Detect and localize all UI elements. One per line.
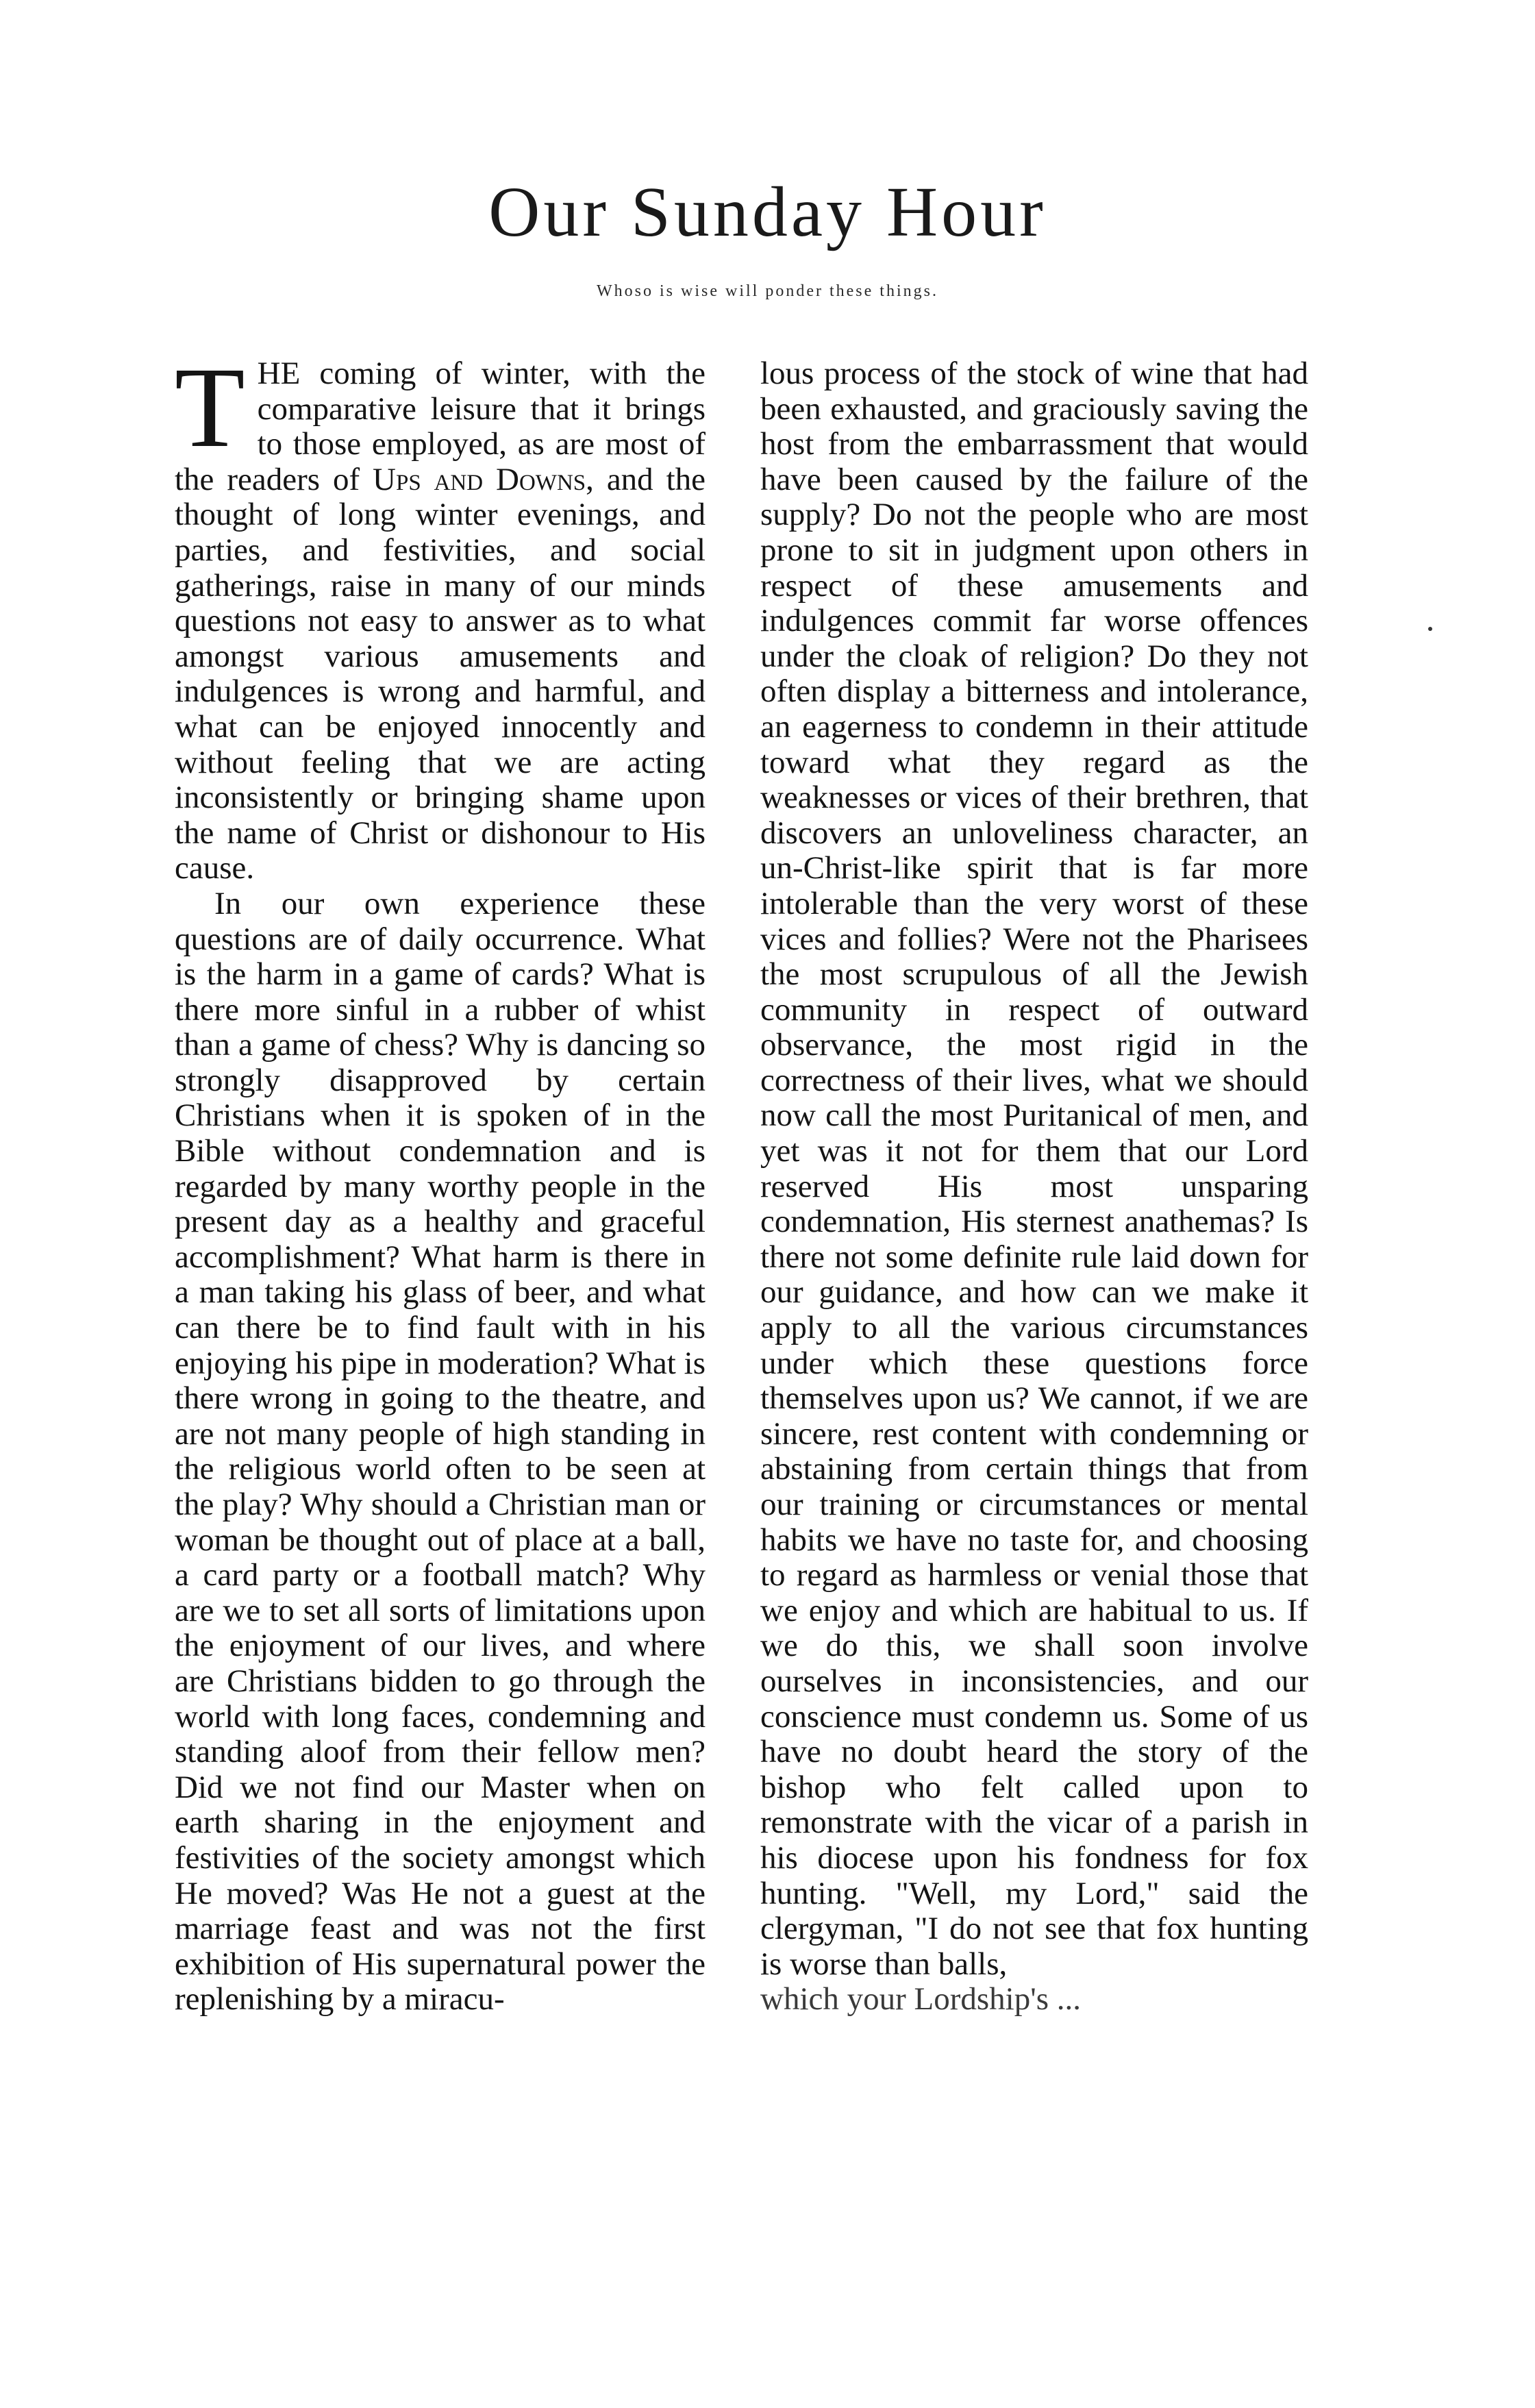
paragraph-tail: which your Lordship's ... <box>760 1981 1081 2018</box>
paragraph-2: In our own experience these questions are of daily occurrence. What is the harm in a game of cards? What is there more sinful in a rubber of whist than a game of chess? Why is dancing so strongly disapproved by certain Christians when it is spoken of in the Bible without condemnation and is regarded by many worthy people in the present day as a healthy and graceful accomplishment? What harm is there in a man taking his glass of beer, and what can there be to find fault with in his enjoying his pipe in moderation? What is there wrong in going to the theatre, and are not many people of high standing in the religious world often to be seen at the play? Why should a Christian man or woman be thought out of place at a ball, a card party or a football match? Why are we to set all sorts of limitations upon the enjoyment of our lives, and where are Christians bidden to go through the world with long faces, condemning and standing aloof from their fellow men? Did we not find our Master when on earth sharing in the enjoyment and festivities of the society amongst which He moved? Was He not a guest at the marriage feast and was not the first exhibition of His supernatural power the replenishing by a miracu- <box>175 885 706 2018</box>
left-column <box>175 356 706 2329</box>
paragraph-1-rest: , and the thought of long winter evenings, and parties, and festivities, and social gatherings, raise in many of our minds questions not easy to answer as to what amongst various amusements and indulgences is wrong and harmful, and what can be enjoyed innocently and without feeling that we are acting inconsistently or bringing shame upon the name of Christ or dishonour to His cause. <box>175 461 706 886</box>
page-title: Our Sunday Hour <box>488 173 1047 251</box>
drop-cap: T <box>175 356 245 471</box>
paragraph-1-lead: HE coming of winter, with the comparative leisure that it brings to those employed, as are most of the readers of <box>175 356 706 497</box>
magazine-name: Ups and Downs <box>373 461 586 497</box>
right-column <box>760 356 1308 2329</box>
paragraph-1 <box>175 356 706 886</box>
epigraph: Whoso is wise will ponder these things. <box>597 282 938 300</box>
margin-speck <box>1428 627 1432 631</box>
paragraph-continued: lous process of the stock of wine that had been exhausted, and graciously saving the host from the embarrassment that would have been caused by the failure of the supply? Do not the people who are most prone to sit in judgment upon others in respect of these amusements and indulgences commit far worse offences under the cloak of religion? Do they not often display a bitterness and intolerance, an eagerness to condemn in their attitude toward what they regard as the weaknesses or vices of their brethren, that discovers an unloveliness character, an un-Christ-like spirit that is far more intolerable than the very worst of these vices and follies? Were not the Pharisees the most scrupulous of all the Jewish community in respect of outward observance, the most rigid in the correctness of their lives, what we should now call the most Puritanical of men, and yet was it not for them that our Lord reserved His most unsparing condemnation, His sternest anathemas? Is there not some definite rule laid down for our guidance, and how can we make it apply to all the various circumstances under which these questions force themselves upon us? We cannot, if we are sincere, rest content with condemning or abstaining from certain things that from our training or circumstances or mental habits we have no taste for, and choosing to regard as harmless or venial those that we enjoy and which are habitual to us. If we do this, we shall soon involve ourselves in inconsistencies, and our conscience must condemn us. Some of us have no doubt heard the story of the bishop who felt called upon to remonstrate with the vicar of a parish in his diocese upon his fondness for fox hunting. "Well, my Lord," said the clergyman, "I do not see that fox hunting is worse than balls, <box>760 356 1308 1982</box>
